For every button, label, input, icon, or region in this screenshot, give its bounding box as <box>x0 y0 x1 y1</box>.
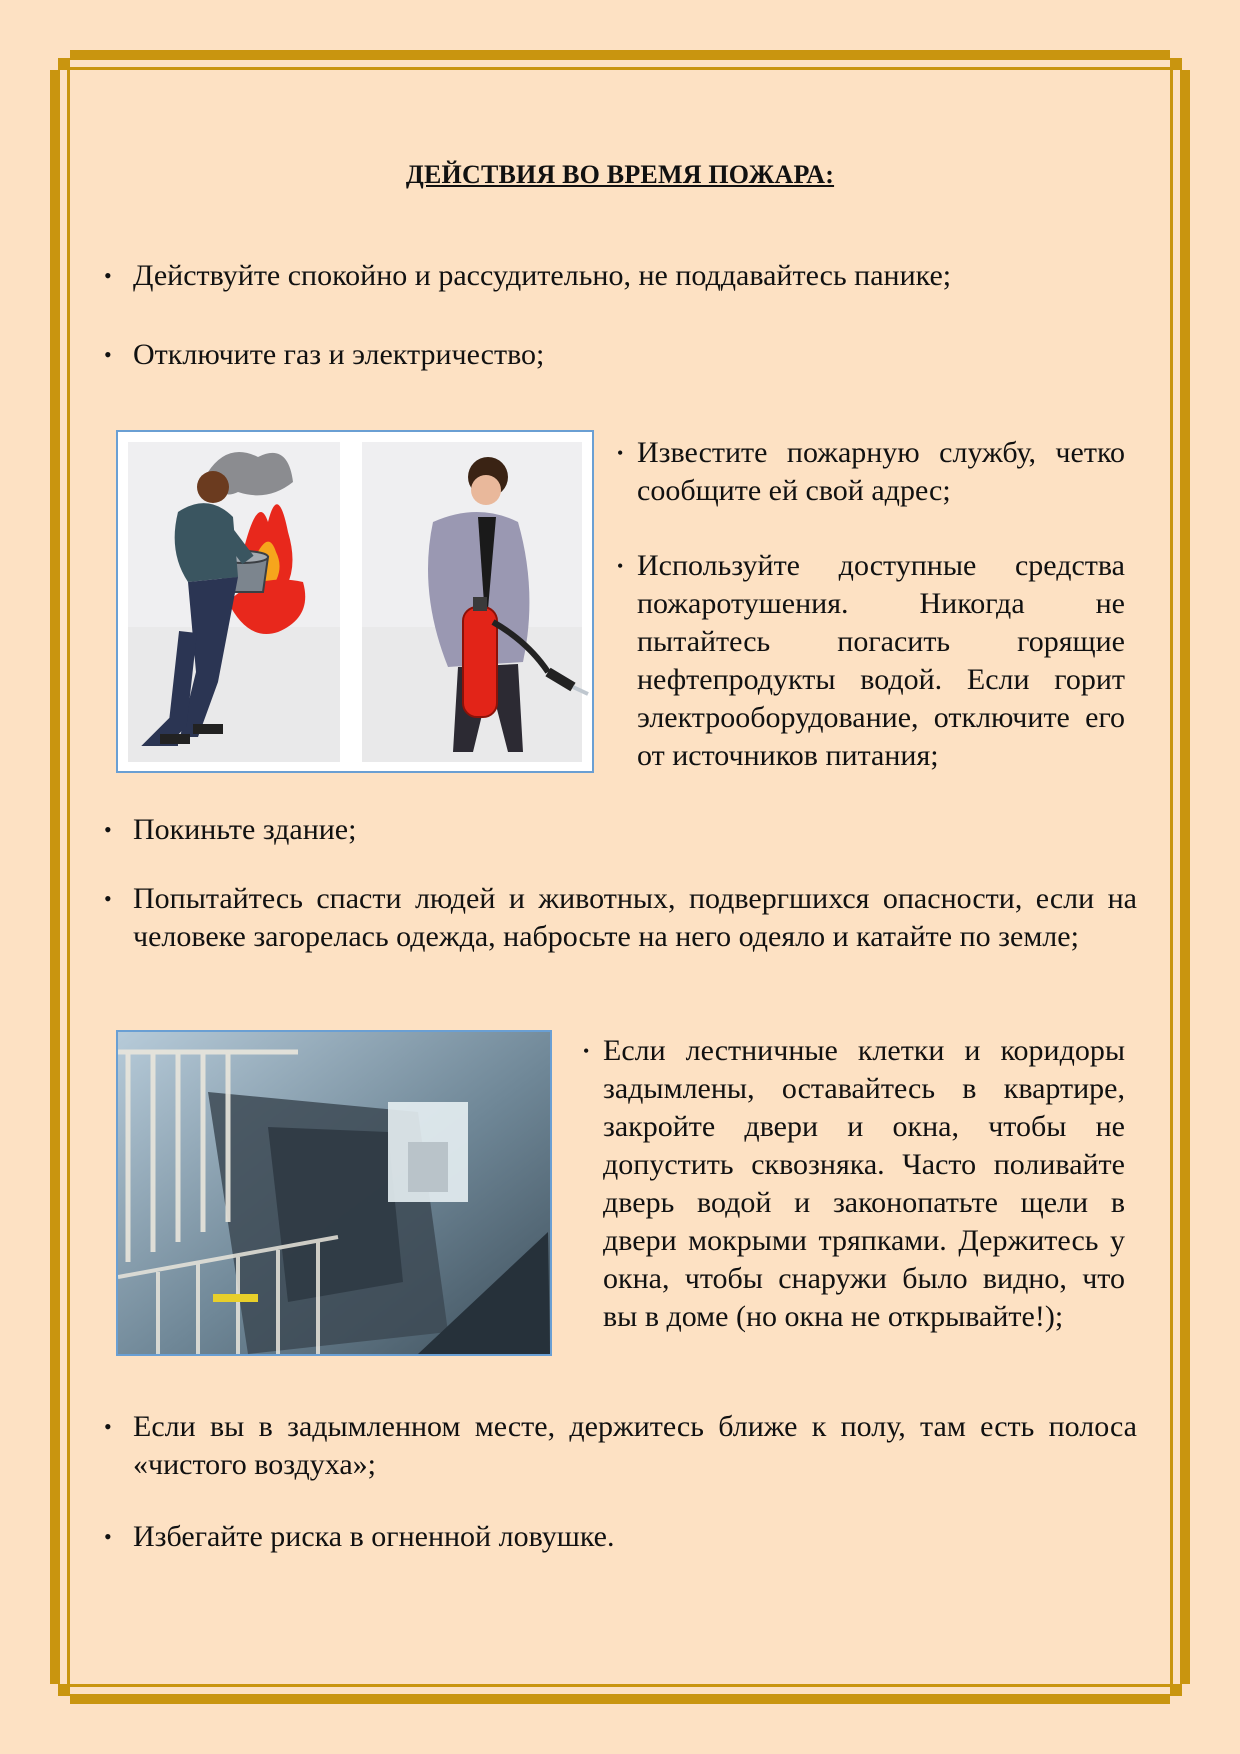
list-item-text: Используйте доступные средства пожаротушения. Никогда не пытайтесь погасить горящие нефтепродукты водой. Если горит электрооборудование, отключите его от источников питания; <box>637 549 1125 772</box>
bullet: • <box>617 556 624 576</box>
list-item <box>617 434 1125 510</box>
frame-corner <box>44 1684 70 1710</box>
bullet: • <box>583 1041 590 1061</box>
list-item-text: Избегайте риска в огненной ловушке. <box>133 1520 615 1553</box>
page-title: ДЕЙСТВИЯ ВО ВРЕМЯ ПОЖАРА: <box>405 160 835 189</box>
list-item-text: Если вы в задымленном месте, держитесь ближе к полу, там есть полоса «чистого воздуха»; <box>133 1410 1137 1481</box>
list-item <box>104 336 1133 374</box>
list-item <box>617 547 1125 775</box>
bullet: • <box>104 817 112 842</box>
bullet: • <box>104 263 112 288</box>
frame-corner <box>1170 1684 1196 1710</box>
frame-corner <box>44 44 70 70</box>
bullet: • <box>104 1414 112 1439</box>
bullet: • <box>104 886 112 911</box>
list-item-text: Если лестничные клетки и коридоры задымлены, оставайтесь в квартире, закройте двери и окна, чтобы не допустить сквозняка. Часто поливайте дверь водой и законопатьте щели в двери мокрыми тряпками. Держитесь у окна, чтобы снаружи было видно, что вы в доме (но окна не открывайте!); <box>603 1034 1125 1333</box>
bullet: • <box>617 443 624 463</box>
list-item-text: Отключите газ и электричество; <box>133 338 545 371</box>
list-item-text: Действуйте спокойно и рассудительно, не поддавайтесь панике; <box>133 259 952 292</box>
list-item <box>104 811 1133 849</box>
bullet: • <box>104 1524 112 1549</box>
frame-corner <box>1170 44 1196 70</box>
list-item <box>104 1408 1137 1484</box>
list-item <box>104 880 1137 956</box>
list-item <box>583 1032 1125 1336</box>
bullet: • <box>104 342 112 367</box>
list-item-text: Покиньте здание; <box>133 813 357 846</box>
list-item-text: Известите пожарную службу, четко сообщите ей свой адрес; <box>637 436 1125 507</box>
list-item <box>104 1518 1137 1556</box>
firefighting-illustration <box>116 430 594 773</box>
smoky-staircase-photo <box>116 1030 552 1356</box>
list-item-text: Попытайтесь спасти людей и животных, подвергшихся опасности, если на человеке загорелась одежда, набросьте на него одеяло и катайте по земле; <box>133 882 1137 953</box>
list-item <box>104 257 1133 295</box>
